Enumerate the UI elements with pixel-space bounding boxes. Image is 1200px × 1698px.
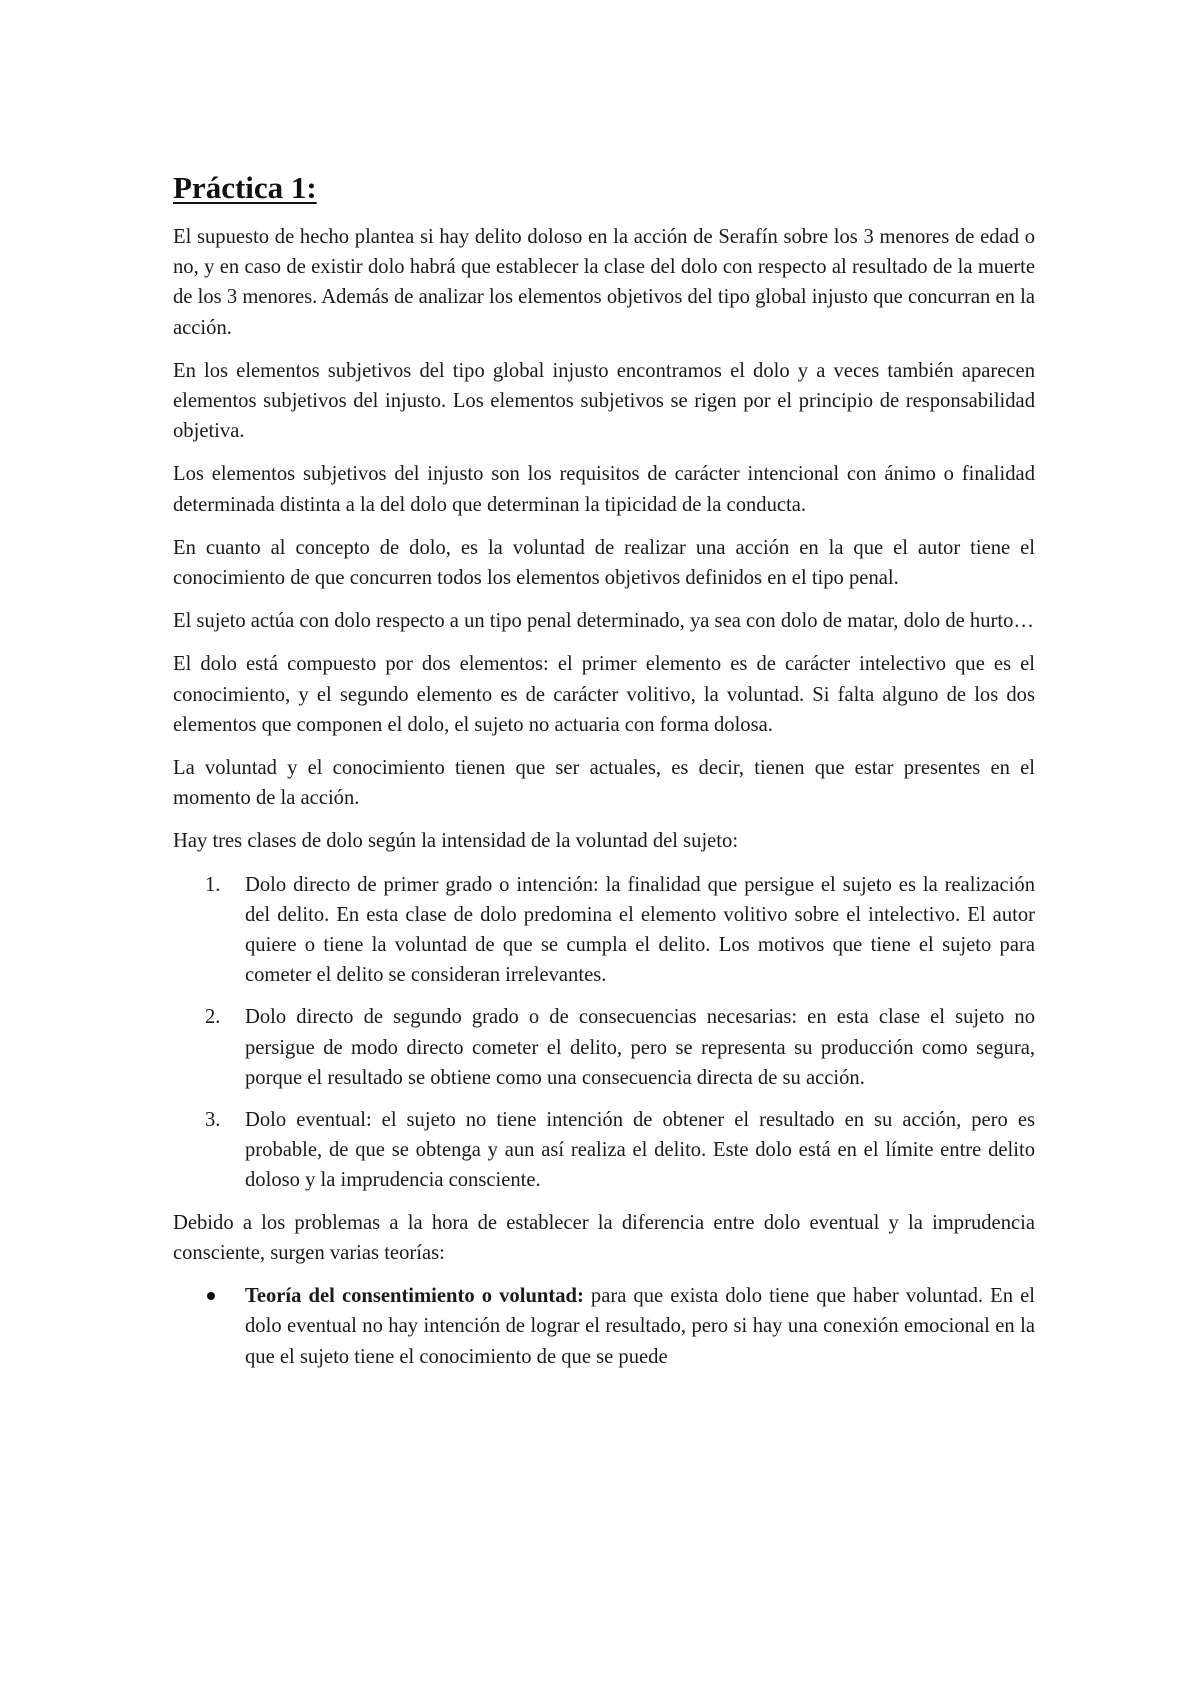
theory-heading: Teoría del consentimiento o voluntad: bbox=[245, 1285, 584, 1308]
list-number: 1. bbox=[205, 873, 221, 896]
paragraph-3: Los elementos subjetivos del injusto son los requisitos de carácter intencional con ánimo o finalidad determinada distinta a la del dolo que determinan la tipicidad de la conducta. bbox=[173, 463, 1035, 516]
dolo-types-list bbox=[173, 870, 1035, 1196]
list-item bbox=[173, 1281, 1035, 1372]
theories-intro: Debido a los problemas a la hora de establecer la diferencia entre dolo eventual y la imprudencia consciente, surgen varias teorías: bbox=[173, 1211, 1035, 1264]
list-item bbox=[173, 870, 1035, 991]
bullet-icon bbox=[207, 1292, 215, 1300]
list-number: 2. bbox=[205, 1006, 221, 1029]
paragraph-2: En los elementos subjetivos del tipo global injusto encontramos el dolo y a veces también aparecen elementos subjetivos del injusto. Los elementos subjetivos se rigen por el principio de responsabilidad objetiva. bbox=[173, 359, 1035, 443]
list-item-text: Dolo directo de segundo grado o de consecuencias necesarias: en esta clase el sujeto no persigue de modo directo cometer el delito, pero se representa su producción como segura, porque el resultado se obtiene como una consecuencia directa de su acción. bbox=[245, 1006, 1035, 1089]
theories-list bbox=[173, 1281, 1035, 1372]
types-intro: Hay tres clases de dolo según la intensidad de la voluntad del sujeto: bbox=[173, 830, 739, 853]
page-title: Práctica 1: bbox=[173, 170, 317, 205]
paragraph-7: La voluntad y el conocimiento tienen que ser actuales, es decir, tienen que estar presentes en el momento de la acción. bbox=[173, 757, 1035, 810]
list-item bbox=[173, 1105, 1035, 1196]
paragraph-6: El dolo está compuesto por dos elementos: el primer elemento es de carácter intelectivo que es el conocimiento, y el segundo elemento es de carácter volitivo, la voluntad. Si falta alguno de los dos elementos que componen el dolo, el sujeto no actuaria con forma dolosa. bbox=[173, 653, 1035, 736]
paragraph-1: El supuesto de hecho plantea si hay delito doloso en la acción de Serafín sobre los 3 menores de edad o no, y en caso de existir dolo habrá que establecer la clase del dolo con respecto al resultado de la muerte de los 3 menores. Además de analizar los elementos objetivos del tipo global injusto que concurran en la acción. bbox=[173, 226, 1035, 339]
document-page bbox=[173, 168, 1035, 1372]
list-number: 3. bbox=[205, 1109, 221, 1132]
theory-text: para que exista dolo tiene que haber voluntad. En el dolo eventual no hay intención de lograr el resultado, pero si hay una conexión emocional en la que el sujeto tiene el conocimiento de que se puede bbox=[245, 1285, 1035, 1368]
paragraph-5: El sujeto actúa con dolo respecto a un tipo penal determinado, ya sea con dolo de matar, dolo de hurto… bbox=[173, 610, 1034, 633]
list-item-text: Dolo eventual: el sujeto no tiene intención de obtener el resultado en su acción, pero es probable, de que se obtenga y aun así realiza el delito. Este dolo está en el límite entre delito doloso y la imprudencia consciente. bbox=[245, 1109, 1035, 1192]
paragraph-4: En cuanto al concepto de dolo, es la voluntad de realizar una acción en la que el autor tiene el conocimiento de que concurren todos los elementos objetivos definidos en el tipo penal. bbox=[173, 536, 1035, 590]
list-item bbox=[173, 1002, 1035, 1093]
list-item-text: Dolo directo de primer grado o intención: la finalidad que persigue el sujeto es la realización del delito. En esta clase de dolo predomina el elemento volitivo sobre el intelectivo. El autor quiere o tiene la voluntad de que se cumpla el delito. Los motivos que tiene el sujeto para cometer el delito se consideran irrelevantes. bbox=[245, 873, 1035, 987]
